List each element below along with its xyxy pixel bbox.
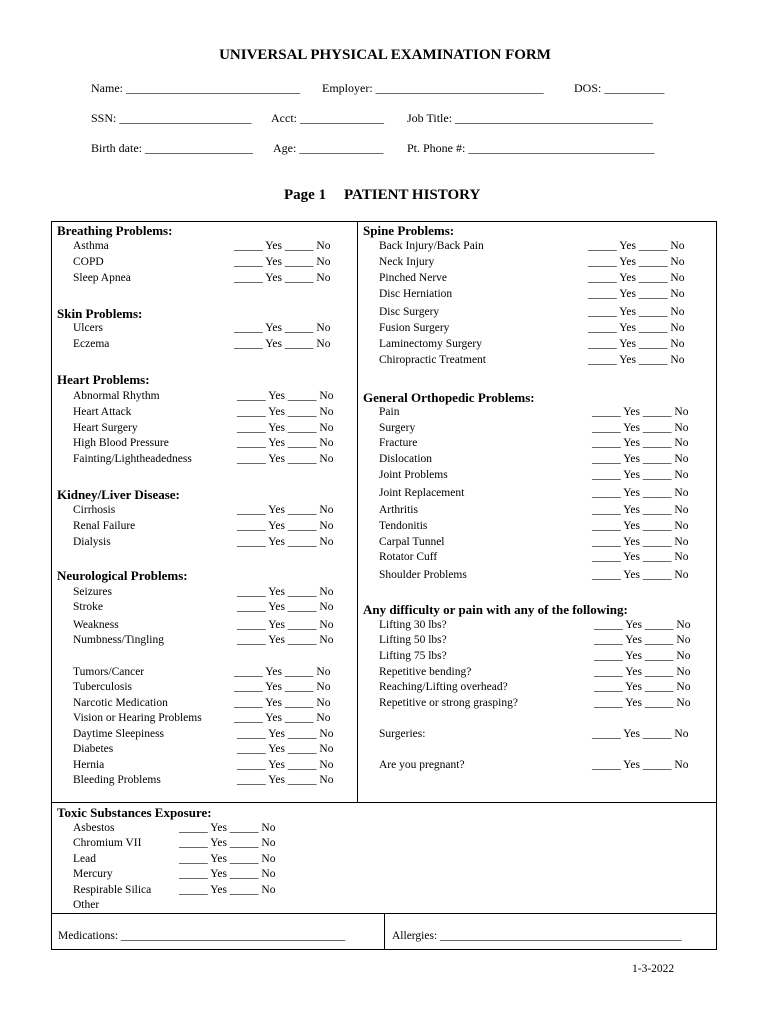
yes-no-choice[interactable]: _____ Yes _____ No: [237, 437, 334, 449]
yes-no-choice[interactable]: _____ Yes _____ No: [234, 712, 331, 724]
yes-no-choice[interactable]: _____ Yes _____ No: [179, 853, 276, 865]
yes-no-choice[interactable]: _____ Yes _____ No: [237, 390, 334, 402]
yes-no-choice[interactable]: _____ Yes _____ No: [237, 619, 334, 631]
section-divider: [51, 802, 717, 803]
spine-item-label: Fusion Surgery: [379, 322, 450, 334]
neuro-section-title: Neurological Problems:: [57, 568, 188, 583]
yes-no-choice[interactable]: _____ Yes _____ No: [594, 650, 691, 662]
ssn-field[interactable]: SSN: ______________________: [91, 111, 252, 125]
kidney-item-label: Renal Failure: [73, 520, 136, 532]
form-title: UNIVERSAL PHYSICAL EXAMINATION FORM: [219, 47, 551, 63]
yes-no-choice[interactable]: _____ Yes _____ No: [234, 272, 331, 284]
yes-no-choice[interactable]: _____ Yes _____ No: [237, 422, 334, 434]
spine-item-label: Disc Surgery: [379, 306, 440, 318]
condition-item-label: Tumors/Cancer: [73, 666, 145, 678]
yes-no-choice[interactable]: _____ Yes _____ No: [237, 728, 334, 740]
condition-item-label: Vision or Hearing Problems: [73, 712, 202, 724]
yes-no-choice[interactable]: _____ Yes _____ No: [234, 666, 331, 678]
yes-no-choice[interactable]: _____ Yes _____ No: [237, 586, 334, 598]
toxic-item-label: Lead: [73, 853, 96, 865]
kidney-section-title: Kidney/Liver Disease:: [57, 487, 180, 502]
age-field[interactable]: Age: ______________: [273, 141, 384, 155]
condition-item-label: Bleeding Problems: [73, 774, 161, 786]
neuro-item-label: Weakness: [73, 619, 119, 631]
column-divider: [357, 221, 358, 802]
yes-no-choice[interactable]: _____ Yes _____ No: [234, 697, 331, 709]
yes-no-choice[interactable]: _____ Yes _____ No: [237, 536, 334, 548]
page-title: PATIENT HISTORY: [344, 187, 481, 203]
toxic-item-label: Chromium VII: [73, 837, 142, 849]
condition-item-label: Tuberculosis: [73, 681, 132, 693]
breathing-item-label: COPD: [73, 256, 104, 268]
ortho-section-title: General Orthopedic Problems:: [363, 390, 535, 405]
yes-no-choice[interactable]: _____ Yes _____ No: [237, 601, 334, 613]
condition-item-label: Diabetes: [73, 743, 114, 755]
heart-item-label: Fainting/Lightheadedness: [73, 453, 192, 465]
footer-divider: [384, 913, 385, 950]
neuro-item-label: Stroke: [73, 601, 104, 613]
pregnant-label: Are you pregnant?: [379, 759, 465, 771]
yes-no-choice[interactable]: _____ Yes _____ No: [179, 884, 276, 896]
yes-no-choice[interactable]: _____ Yes _____ No: [592, 569, 689, 581]
difficulty-item-label: Lifting 30 lbs?: [379, 619, 447, 631]
toxic-section-title: Toxic Substances Exposure:: [57, 805, 212, 820]
yes-no-choice[interactable]: _____ Yes _____ No: [592, 536, 689, 548]
kidney-item-label: Cirrhosis: [73, 504, 116, 516]
yes-no-choice[interactable]: _____ Yes _____ No: [592, 469, 689, 481]
medications-field[interactable]: Medications: _______________________________________: [58, 930, 346, 942]
condition-item-label: Narcotic Medication: [73, 697, 168, 709]
yes-no-choice[interactable]: _____ Yes _____ No: [588, 354, 685, 366]
footer-line: [51, 913, 717, 914]
toxic-item-label: Asbestos: [73, 822, 115, 834]
condition-item-label: Hernia: [73, 759, 105, 771]
neuro-item-label: Seizures: [73, 586, 112, 598]
yes-no-choice[interactable]: _____ Yes _____ No: [594, 697, 691, 709]
yes-no-choice[interactable]: _____ Yes _____ No: [592, 453, 689, 465]
name-field[interactable]: Name: _____________________________: [91, 81, 300, 95]
yes-no-choice[interactable]: _____ Yes _____ No: [592, 406, 689, 418]
yes-no-choice[interactable]: _____ Yes _____ No: [592, 759, 689, 771]
skin-item-label: Eczema: [73, 338, 110, 350]
yes-no-choice[interactable]: _____ Yes _____ No: [237, 759, 334, 771]
yes-no-choice[interactable]: _____ Yes _____ No: [594, 666, 691, 678]
yes-no-choice[interactable]: _____ Yes _____ No: [588, 288, 685, 300]
difficulty-item-label: Reaching/Lifting overhead?: [379, 681, 508, 693]
kidney-item-label: Dialysis: [73, 536, 111, 548]
ortho-item-label: Arthritis: [379, 504, 418, 516]
toxic-item-label: Respirable Silica: [73, 884, 152, 896]
ortho-item-label: Dislocation: [379, 453, 433, 465]
ortho-item-label: Joint Problems: [379, 469, 448, 481]
spine-item-label: Back Injury/Back Pain: [379, 240, 484, 252]
spine-item-label: Pinched Nerve: [379, 272, 448, 284]
yes-no-choice[interactable]: _____ Yes _____ No: [588, 306, 685, 318]
dos-field[interactable]: DOS: __________: [574, 81, 665, 95]
ortho-item-label: Carpal Tunnel: [379, 536, 445, 548]
yes-no-choice[interactable]: _____ Yes _____ No: [237, 520, 334, 532]
yes-no-choice[interactable]: _____ Yes _____ No: [179, 837, 276, 849]
yes-no-choice[interactable]: _____ Yes _____ No: [588, 338, 685, 350]
yes-no-choice[interactable]: _____ Yes _____ No: [594, 681, 691, 693]
allergies-field[interactable]: Allergies: __________________________________________: [392, 930, 682, 942]
spine-item-label: Chiropractic Treatment: [379, 354, 486, 366]
breathing-item-label: Sleep Apnea: [73, 272, 131, 284]
heart-item-label: High Blood Pressure: [73, 437, 169, 449]
ortho-item-label: Pain: [379, 406, 400, 418]
difficulty-item-label: Lifting 50 lbs?: [379, 634, 447, 646]
ortho-item-label: Fracture: [379, 437, 418, 449]
heart-item-label: Abnormal Rhythm: [73, 390, 160, 402]
birth-date-field[interactable]: Birth date: __________________: [91, 141, 253, 155]
yes-no-choice[interactable]: _____ Yes _____ No: [588, 272, 685, 284]
yes-no-choice[interactable]: _____ Yes _____ No: [234, 322, 331, 334]
yes-no-choice[interactable]: _____ Yes _____ No: [592, 551, 689, 563]
ortho-item-label: Joint Replacement: [379, 487, 465, 499]
skin-section-title: Skin Problems:: [57, 306, 143, 321]
yes-no-choice[interactable]: _____ Yes _____ No: [594, 619, 691, 631]
difficulty-item-label: Repetitive bending?: [379, 666, 472, 678]
yes-no-choice[interactable]: _____ Yes _____ No: [588, 322, 685, 334]
neuro-item-label: Numbness/Tingling: [73, 634, 164, 646]
yes-no-choice[interactable]: _____ Yes _____ No: [592, 728, 689, 740]
page-label: Page 1: [284, 187, 327, 203]
yes-no-choice[interactable]: _____ Yes _____ No: [234, 256, 331, 268]
yes-no-choice[interactable]: _____ Yes _____ No: [234, 681, 331, 693]
yes-no-choice[interactable]: _____ Yes _____ No: [592, 487, 689, 499]
yes-no-choice[interactable]: _____ Yes _____ No: [592, 520, 689, 532]
yes-no-choice[interactable]: _____ Yes _____ No: [234, 338, 331, 350]
yes-no-choice[interactable]: _____ Yes _____ No: [237, 774, 334, 786]
toxic-item-label: Other: [73, 899, 100, 911]
yes-no-choice[interactable]: _____ Yes _____ No: [592, 422, 689, 434]
acct-field[interactable]: Acct: ______________: [271, 111, 384, 125]
breathing-item-label: Asthma: [73, 240, 109, 252]
job-title-field[interactable]: Job Title: _________________________________: [407, 111, 654, 125]
breathing-section-title: Breathing Problems:: [57, 223, 173, 238]
heart-section-title: Heart Problems:: [57, 372, 150, 387]
employer-field[interactable]: Employer: ____________________________: [322, 81, 544, 95]
yes-no-choice[interactable]: _____ Yes _____ No: [237, 406, 334, 418]
difficulty-item-label: Repetitive or strong grasping?: [379, 697, 518, 709]
yes-no-choice[interactable]: _____ Yes _____ No: [179, 868, 276, 880]
toxic-item-label: Mercury: [73, 868, 113, 880]
ortho-item-label: Shoulder Problems: [379, 569, 467, 581]
spine-item-label: Disc Herniation: [379, 288, 453, 300]
form-date: 1-3-2022: [632, 963, 675, 975]
yes-no-choice[interactable]: _____ Yes _____ No: [592, 437, 689, 449]
yes-no-choice[interactable]: _____ Yes _____ No: [588, 256, 685, 268]
spine-item-label: Laminectomy Surgery: [379, 338, 482, 350]
yes-no-choice[interactable]: _____ Yes _____ No: [237, 743, 334, 755]
difficulty-item-label: Lifting 75 lbs?: [379, 650, 447, 662]
yes-no-choice[interactable]: _____ Yes _____ No: [594, 634, 691, 646]
yes-no-choice[interactable]: _____ Yes _____ No: [237, 453, 334, 465]
ortho-item-label: Tendonitis: [379, 520, 428, 532]
condition-item-label: Daytime Sleepiness: [73, 728, 165, 740]
skin-item-label: Ulcers: [73, 322, 104, 334]
phone-field[interactable]: Pt. Phone #: _______________________________: [407, 141, 655, 155]
yes-no-choice[interactable]: _____ Yes _____ No: [237, 504, 334, 516]
yes-no-choice[interactable]: _____ Yes _____ No: [234, 240, 331, 252]
heart-item-label: Heart Surgery: [73, 422, 138, 434]
yes-no-choice[interactable]: _____ Yes _____ No: [588, 240, 685, 252]
yes-no-choice[interactable]: _____ Yes _____ No: [592, 504, 689, 516]
spine-item-label: Neck Injury: [379, 256, 435, 268]
difficulty-section-title: Any difficulty or pain with any of the following:: [363, 602, 628, 617]
ortho-item-label: Surgery: [379, 422, 416, 434]
heart-item-label: Heart Attack: [73, 406, 132, 418]
spine-section-title: Spine Problems:: [363, 223, 455, 238]
ortho-item-label: Rotator Cuff: [379, 551, 438, 563]
yes-no-choice[interactable]: _____ Yes _____ No: [237, 634, 334, 646]
surgeries-label: Surgeries:: [379, 728, 426, 740]
yes-no-choice[interactable]: _____ Yes _____ No: [179, 822, 276, 834]
